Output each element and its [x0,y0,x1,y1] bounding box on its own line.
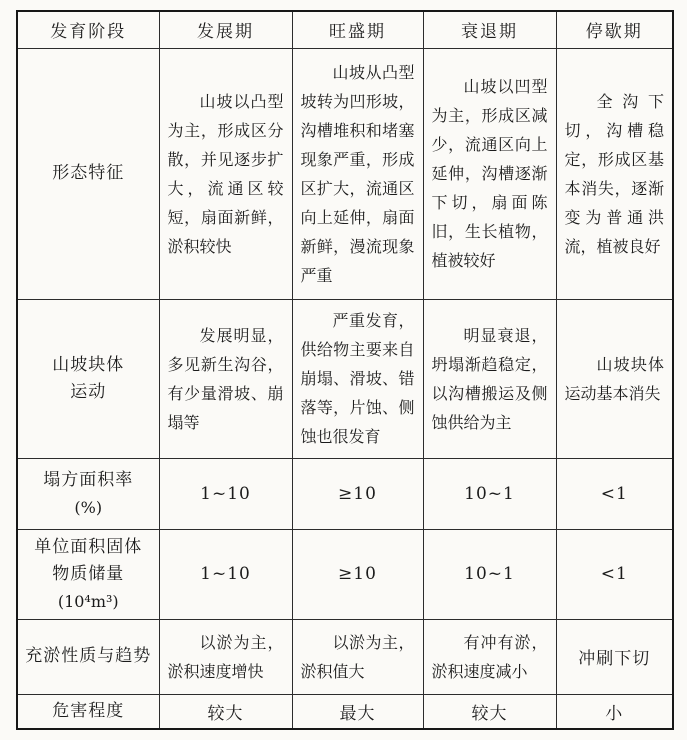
table-cell: 较大 [423,694,556,729]
header-cell-decline-period: 衰退期 [423,11,556,48]
table-cell [556,299,673,458]
row-label-text: 物质储量 [52,563,125,584]
table-cell [423,299,556,458]
row-label-slope-mass-movement [17,299,159,458]
header-cell-vigorous-period: 旺盛期 [292,11,423,48]
table-cell: <1 [556,458,673,529]
table-cell: 1~10 [159,529,292,619]
row-silting-trend [17,619,673,694]
cell-paragraph: 全沟下切，沟槽稳定，形成区基本消失，逐渐变为普通洪流，植被良好 [564,91,664,256]
table-cell: 较大 [159,694,292,729]
cell-paragraph: 发展明显，多见新生沟谷，有少量滑坡、崩塌等 [167,325,284,432]
cell-paragraph: 有冲有淤，淤积速度减小 [431,632,548,681]
cell-paragraph: 以淤为主，淤积值大 [300,632,415,681]
table-cell: 冲刷下切 [556,619,673,694]
cell-paragraph: 明显衰退，坍塌渐趋稳定，以沟槽搬运及侧蚀供给为主 [431,325,548,432]
row-hazard-degree [17,694,673,729]
row-label-text: 单位面积固体 [34,536,143,557]
row-label-solid-material-storage [17,529,159,619]
row-collapse-area-rate [17,458,673,529]
cell-paragraph: 以淤为主，淤积速度增快 [167,632,284,681]
cell-paragraph: 山坡以凸型为主，形成区分散，并见逐步扩大，流通区较短，扇面新鲜，淤积较快 [167,91,284,256]
row-morphology [17,48,673,299]
row-label-text: 危害程度 [52,700,125,721]
row-label-unit: (%) [74,497,103,517]
row-label-text: 塌方面积率 [43,469,134,490]
cell-paragraph: 山坡从凸型坡转为凹形坡，沟槽堆积和堵塞现象严重，形成区扩大，流通区向上延伸，扇面新鲜，漫流现象严重 [300,62,415,285]
table-cell [292,48,423,299]
table-cell [159,299,292,458]
table-cell: <1 [556,529,673,619]
header-row [17,11,673,48]
table-cell: ≥10 [292,529,423,619]
table-cell: 10~1 [423,529,556,619]
scanned-page [16,10,674,730]
table-cell: 10~1 [423,458,556,529]
cell-paragraph: 严重发育，供给物主要来自崩塌、滑坡、错落等，片蚀、侧蚀也很发育 [300,311,415,446]
header-cell-dormant-period: 停歇期 [556,11,673,48]
row-label-text: 山坡块体 [52,354,125,375]
row-label-collapse-area-rate [17,458,159,529]
header-cell-development-period: 发展期 [159,11,292,48]
table-cell [292,299,423,458]
row-label-morphology [17,48,159,299]
table-cell [292,619,423,694]
table-cell [556,48,673,299]
row-label-unit: (10⁴m³) [57,591,119,611]
table-cell: 小 [556,694,673,729]
row-label-text: 充淤性质与趋势 [25,646,152,666]
cell-paragraph: 山坡块体运动基本消失 [564,354,664,403]
table-cell: 1~10 [159,458,292,529]
debris-flow-stage-table [16,10,674,730]
table-cell [159,48,292,299]
table-cell: 最大 [292,694,423,729]
table-cell [423,48,556,299]
table-cell [423,619,556,694]
row-label-hazard-degree [17,694,159,729]
row-label-silting-trend [17,619,159,694]
cell-paragraph: 山坡以凹型为主，形成区减少，流通区向上延伸，沟槽逐渐下切，扇面陈旧，生长植物，植被较好 [431,77,548,270]
table-cell [159,619,292,694]
row-slope-mass-movement [17,299,673,458]
row-label-text: 运动 [70,381,107,402]
table-cell: ≥10 [292,458,423,529]
row-label-text: 形态特征 [52,163,125,183]
header-cell-development-stage: 发育阶段 [17,11,159,48]
row-solid-material-storage [17,529,673,619]
